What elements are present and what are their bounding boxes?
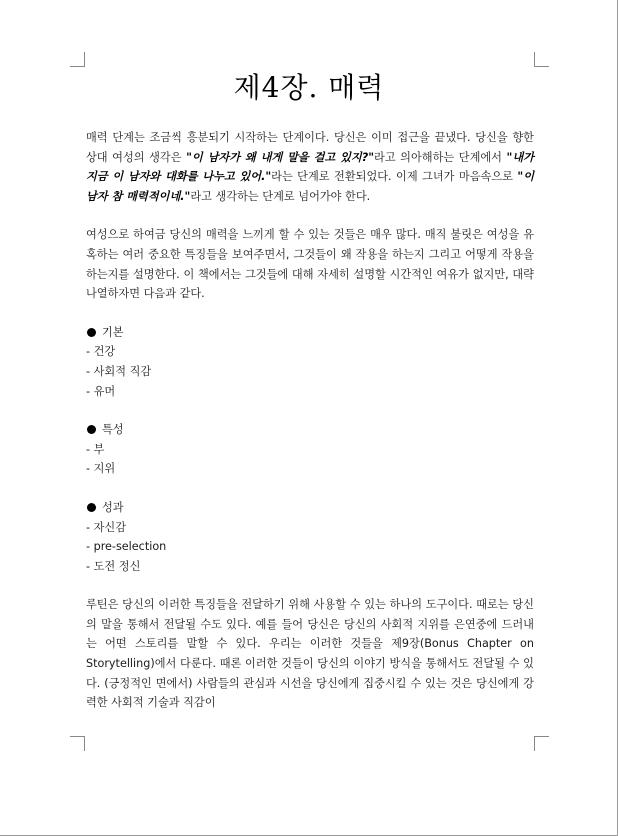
crop-mark-bottom-left — [70, 736, 85, 751]
list-item: - 유머 — [86, 384, 116, 398]
list-item: - pre-selection — [86, 540, 167, 554]
body-text — [86, 128, 534, 732]
section-heading — [86, 420, 534, 440]
list-item: - 자신감 — [86, 520, 127, 534]
chapter-title: 제4장. 매력 — [233, 71, 385, 104]
section-heading-label: 특성 — [102, 423, 124, 437]
section-basics — [86, 323, 534, 401]
list-item: - 도전 정신 — [86, 559, 141, 573]
section-heading-label: 성과 — [102, 500, 124, 514]
list-item: - 건강 — [86, 345, 116, 359]
paragraph-intro — [86, 128, 534, 206]
list-item: - 지위 — [86, 462, 116, 476]
section-heading — [86, 323, 534, 343]
bullet-dot-icon — [87, 425, 96, 434]
section-traits — [86, 420, 534, 479]
text-run: 라고 의아해하는 단계에서 — [374, 150, 507, 164]
crop-mark-top-right — [534, 52, 549, 67]
bullet-dot-icon — [87, 503, 96, 512]
section-achievements — [86, 498, 534, 576]
text-run: 라고 생각하는 단계로 넘어가야 한다. — [190, 189, 371, 203]
text-run: 매력 단계는 조금씩 흥분되기 시작하는 단계이다. 당신은 이미 접근을 끝냈다. 당신을 향한 상대 여성의 생각은 — [86, 131, 534, 164]
text-run: 라는 단계로 전환되었다. 이제 그녀가 마음속으로 — [271, 170, 518, 184]
list-item: - 사회적 직감 — [86, 364, 152, 378]
section-heading — [86, 498, 534, 518]
quote-thought-2: "내가 지금 이 남자와 대화를 나누고 있어." — [86, 150, 534, 184]
paragraph-magic-bullets: 여성으로 하여금 당신의 매력을 느끼게 할 수 있는 것들은 매우 많다. 매직 불릿은 여성을 유혹하는 여러 중요한 특징들을 보여주면서, 그것들이 왜 작용을 하는지 그리고 어떻게 작용을 하는지를 설명한다. 이 책에서는 그것들에 대해 자세히 설명할 시간적인 여유가 없지만, 대략 나열하자면 다음과 같다. — [86, 228, 534, 301]
crop-mark-bottom-right — [534, 736, 549, 751]
section-heading-label: 기본 — [102, 325, 124, 339]
quote-thought-3: "이 남자 참 매력적이네." — [86, 170, 534, 203]
bullet-dot-icon — [87, 328, 96, 337]
crop-mark-top-left — [70, 52, 85, 67]
quote-thought-1: "이 남자가 왜 내게 말을 걸고 있지?" — [186, 150, 375, 164]
list-item: - 부 — [86, 442, 105, 456]
paragraph-routines: 루틴은 당신의 이러한 특징들을 전달하기 위해 사용할 수 있는 하나의 도구이다. 때로는 당신의 말을 통해서 전달될 수도 있다. 예를 들어 당신은 당신의 사회적 지위를 은연중에 드러내는 어떤 스토리를 말할 수 있다. 우리는 이러한 것들을 제9장(Bonus Chapter on Storytelling)에서 다룬다. 때론 이러한 것들이 당신의 이야기 방식을 통해서도 전달될 수 있다. (긍정적인 면에서) 사람들의 관심과 시선을 당신에게 집중시킬 수 있는 것은 당신에게 강력한 사회적 기술과 직감이 — [86, 598, 534, 710]
